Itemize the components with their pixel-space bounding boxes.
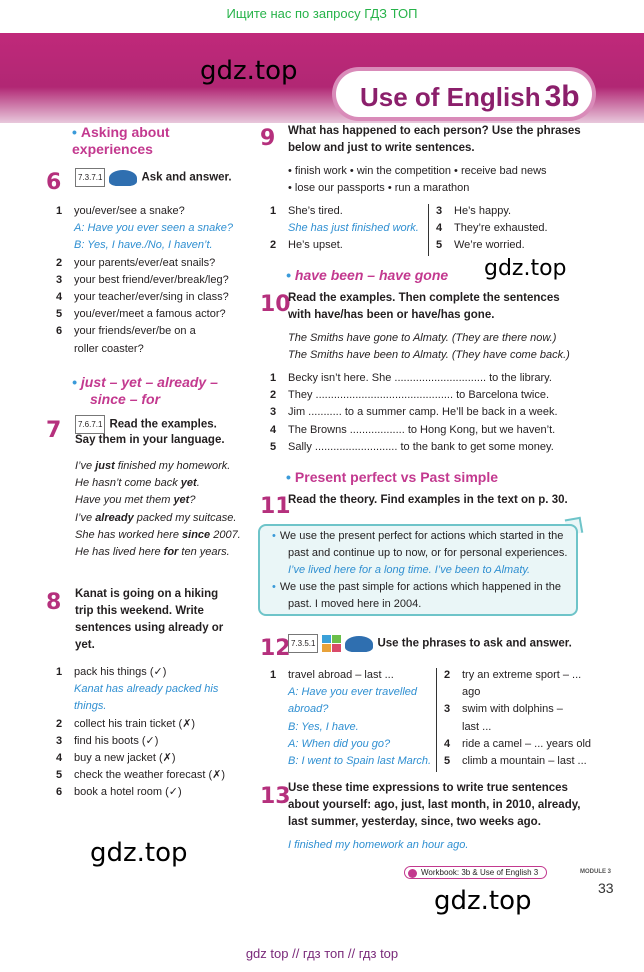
item-text: She’s tired. bbox=[288, 205, 343, 217]
exercise-12-continuation: ago bbox=[462, 686, 481, 699]
section-heading-have-been: • have been – have gone bbox=[286, 267, 449, 283]
exercise-8-instruction-line: trip this weekend. Write bbox=[75, 605, 204, 617]
item-text: swim with dolphins – bbox=[462, 703, 563, 716]
item-text: you/ever/meet a famous actor? bbox=[74, 308, 226, 321]
text: I’ve bbox=[75, 511, 96, 524]
theory-line-4: • We use the past simple for actions which happened in the bbox=[272, 581, 561, 593]
exercise-12-item bbox=[444, 753, 587, 770]
exercise-6-item bbox=[56, 203, 185, 220]
item-number: 3 bbox=[270, 406, 277, 419]
text: I’ve bbox=[75, 460, 96, 472]
exercise-10-item bbox=[270, 370, 552, 387]
exercise-number-13: 13 bbox=[260, 784, 291, 809]
bottom-links[interactable]: gdz top // гдз топ // гдз top bbox=[245, 946, 399, 961]
exercise-7-example bbox=[75, 492, 195, 509]
exercise-13-instruction-2: about yourself: ago, just, last month, in 2010, already, bbox=[288, 799, 581, 811]
item-number: 3 bbox=[444, 703, 451, 716]
item-number: 6 bbox=[56, 786, 63, 799]
bullet-icon: • bbox=[72, 374, 77, 390]
icon-square bbox=[332, 635, 341, 643]
exercise-12-item bbox=[270, 667, 394, 684]
exercise-6-item bbox=[56, 255, 215, 272]
text: He hasn’t come back bbox=[75, 477, 181, 490]
exercise-8-item bbox=[56, 784, 182, 801]
item-number: 4 bbox=[56, 291, 63, 303]
column-divider bbox=[436, 668, 437, 772]
theory-line-3: I’ve lived here for a long time. I’ve been to Almaty. bbox=[288, 564, 531, 576]
section-heading-just-yet: • just – yet – already – bbox=[72, 374, 218, 390]
text: He has lived here bbox=[75, 546, 164, 558]
exercise-6-item bbox=[56, 289, 229, 306]
exercise-10-item bbox=[270, 404, 558, 421]
text: 2007. bbox=[210, 528, 241, 541]
exercise-number-8: 8 bbox=[46, 590, 62, 615]
text: ten years. bbox=[178, 546, 230, 558]
exercise-6-answer: B: Yes, I have./No, I haven’t. bbox=[74, 239, 213, 252]
text: Have you met them bbox=[75, 494, 174, 507]
icon-square bbox=[322, 635, 331, 643]
exercise-12-answer: B: Yes, I have. bbox=[288, 720, 359, 733]
exercise-10-item bbox=[270, 422, 555, 439]
watermark: gdz.top bbox=[200, 56, 298, 86]
exercise-10-instruction-1: Read the examples. Then complete the sentences bbox=[288, 292, 560, 304]
item-number: 5 bbox=[436, 239, 443, 251]
text: . bbox=[196, 477, 200, 490]
keyword: since bbox=[182, 528, 211, 541]
item-text: He’s happy. bbox=[454, 205, 512, 217]
exercise-12-answer: A: Have you ever travelled bbox=[288, 686, 418, 699]
page-title bbox=[360, 80, 580, 114]
section-heading-asking: • Asking about experiences bbox=[72, 124, 170, 157]
exercise-9-phrases-2: • lose our passports • run a marathon bbox=[288, 182, 470, 194]
exercise-8-answer: Kanat has already packed his bbox=[74, 683, 219, 696]
keyword: for bbox=[163, 546, 179, 558]
top-banner[interactable]: Ищите нас по запросу ГДЗ ТОП bbox=[226, 6, 418, 21]
theory-line-1: • We use the present perfect for actions which started in the bbox=[272, 530, 564, 542]
exercise-8-item bbox=[56, 716, 195, 733]
exercise-9-item bbox=[436, 203, 511, 220]
item-text: pack his things (✓) bbox=[74, 666, 167, 678]
item-text: climb a mountain – last ... bbox=[462, 755, 587, 767]
exercise-6-answer: A: Have you ever seen a snake? bbox=[74, 222, 233, 235]
theory-line-5: past. I moved here in 2004. bbox=[288, 598, 422, 610]
watermark: gdz.top bbox=[434, 886, 532, 916]
item-text: try an extreme sport – ... bbox=[462, 669, 582, 681]
item-number: 5 bbox=[56, 308, 63, 321]
item-number: 3 bbox=[56, 734, 63, 747]
exercise-7-example bbox=[75, 458, 230, 475]
icon-square bbox=[332, 644, 341, 652]
exercise-number-12: 12 bbox=[260, 636, 291, 661]
item-number: 1 bbox=[270, 205, 277, 217]
item-number: 1 bbox=[270, 669, 277, 681]
item-text: travel abroad – last ... bbox=[288, 669, 394, 681]
item-number: 4 bbox=[56, 752, 63, 764]
exercise-11-instruction: Read the theory. Find examples in the text on p. 30. bbox=[288, 494, 568, 506]
title-text: Use of English bbox=[360, 82, 541, 112]
exercise-10-example-2: The Smiths have been to Almaty. (They have come back.) bbox=[288, 349, 570, 361]
exercise-10-example-1: The Smiths have gone to Almaty. (They are there now.) bbox=[288, 332, 557, 344]
item-text: Becky isn’t here. She .............................. to the library. bbox=[288, 372, 552, 384]
section-heading-since-for: since – for bbox=[90, 391, 161, 407]
item-text: check the weather forecast (✗) bbox=[74, 769, 226, 782]
exercise-9-item bbox=[270, 237, 343, 254]
exercise-9-item bbox=[436, 237, 525, 254]
exercise-12-item bbox=[444, 701, 563, 718]
exercise-12-instruction: 7.3.5.1 Use the phrases to ask and answer. bbox=[288, 634, 572, 653]
exercise-6-item bbox=[56, 323, 196, 340]
page-header bbox=[0, 33, 644, 123]
exercise-9-instruction-1: What has happened to each person? Use the phrases bbox=[288, 125, 581, 137]
item-number: 5 bbox=[444, 755, 451, 767]
exercise-8-item bbox=[56, 733, 158, 750]
item-number: 4 bbox=[270, 423, 277, 436]
watermark: gdz.top bbox=[484, 256, 567, 281]
exercise-8-instruction-line: yet. bbox=[75, 639, 95, 651]
exercise-7-instruction-1: 7.6.7.1 Read the examples. bbox=[75, 415, 217, 434]
keyword: yet bbox=[173, 494, 190, 507]
section-heading-present-perfect: • Present perfect vs Past simple bbox=[286, 469, 499, 485]
item-number: 3 bbox=[56, 273, 63, 286]
icon-square bbox=[322, 644, 331, 652]
item-number: 1 bbox=[56, 666, 63, 678]
item-text: you/ever/see a snake? bbox=[74, 205, 185, 217]
exercise-7-instruction-2: Say them in your language. bbox=[75, 434, 225, 446]
exercise-8-item bbox=[56, 767, 225, 784]
curriculum-code: 7.3.5.1 bbox=[288, 634, 318, 653]
exercise-13-instruction-1: Use these time expressions to write true sentences bbox=[288, 782, 568, 794]
watermark: gdz.top bbox=[90, 838, 188, 868]
item-text: book a hotel room (✓) bbox=[74, 786, 182, 799]
item-text: They ............................................. to Barcelona twice. bbox=[288, 389, 550, 402]
exercise-6-item bbox=[56, 272, 229, 289]
bullet-icon: • bbox=[286, 469, 291, 485]
exercise-7-example bbox=[75, 527, 241, 544]
exercise-number-7: 7 bbox=[46, 418, 62, 443]
keyword: just bbox=[95, 460, 115, 472]
bullet-icon: • bbox=[272, 581, 276, 593]
exercise-6-item bbox=[56, 306, 226, 323]
item-number: 2 bbox=[444, 669, 451, 681]
exercise-12-item bbox=[444, 667, 581, 684]
activity-icons bbox=[322, 635, 341, 652]
exercise-13-example: I finished my homework an hour ago. bbox=[288, 839, 469, 851]
arrow-icon bbox=[408, 869, 417, 878]
item-number: 5 bbox=[270, 440, 277, 453]
exercise-9-instruction-2: below and just to write sentences. bbox=[288, 142, 475, 154]
item-number: 1 bbox=[56, 205, 63, 217]
exercise-6-continuation: roller coaster? bbox=[74, 342, 144, 355]
item-text: He’s upset. bbox=[288, 239, 343, 251]
text: finished my homework. bbox=[114, 460, 231, 472]
workbook-reference[interactable]: Workbook: 3b & Use of English 3 bbox=[404, 866, 547, 879]
item-text: Jim ........... to a summer camp. He’ll be back in a week. bbox=[288, 406, 558, 419]
keyword: already bbox=[95, 511, 134, 524]
exercise-12-continuation: last ... bbox=[462, 720, 492, 733]
exercise-12-item bbox=[444, 736, 591, 753]
exercise-10-item bbox=[270, 387, 549, 404]
curriculum-code: 7.3.7.1 bbox=[75, 168, 105, 187]
exercise-7-example bbox=[75, 475, 200, 492]
item-number: 4 bbox=[436, 222, 443, 234]
exercise-9-item bbox=[436, 220, 548, 237]
item-text: ride a camel – ... years old bbox=[462, 737, 592, 750]
exercise-8-item bbox=[56, 664, 166, 681]
item-text: We’re worried. bbox=[454, 239, 525, 251]
exercise-number-9: 9 bbox=[260, 126, 276, 151]
page-number: 33 bbox=[598, 880, 614, 896]
exercise-10-item bbox=[270, 439, 554, 456]
module-label: MODULE 3 bbox=[580, 869, 612, 875]
column-divider bbox=[428, 204, 429, 256]
text: ? bbox=[189, 494, 196, 507]
item-number: 6 bbox=[56, 325, 63, 338]
title-number: 3b bbox=[544, 80, 580, 113]
exercise-10-instruction-2: with have/has been or have/has gone. bbox=[288, 309, 495, 321]
exercise-8-instruction-line: Kanat is going on a hiking bbox=[75, 588, 219, 600]
item-text: find his boots (✓) bbox=[74, 734, 159, 747]
exercise-8-answer: things. bbox=[74, 700, 107, 713]
exercise-12-answer: A: When did you go? bbox=[288, 737, 391, 750]
item-text: Sally ........................... to the bank to get some money. bbox=[288, 440, 554, 453]
exercise-9-answer: She has just finished work. bbox=[288, 222, 419, 234]
item-number: 2 bbox=[270, 389, 277, 402]
text: She has worked here bbox=[75, 528, 183, 541]
item-text: your friends/ever/be on a bbox=[74, 325, 196, 338]
exercise-8-item bbox=[56, 750, 176, 767]
item-text: collect his train ticket (✗) bbox=[74, 717, 196, 730]
item-text: your best friend/ever/break/leg? bbox=[74, 273, 229, 286]
exercise-12-answer: B: I went to Spain last March. bbox=[288, 755, 432, 767]
globe-icon bbox=[345, 636, 373, 652]
exercise-9-item bbox=[270, 203, 343, 220]
bullet-icon: • bbox=[272, 530, 276, 542]
item-text: They’re exhausted. bbox=[454, 222, 548, 234]
item-number: 2 bbox=[270, 239, 277, 251]
item-number: 4 bbox=[444, 737, 451, 750]
text: packed my suitcase. bbox=[133, 511, 237, 524]
exercise-7-example bbox=[75, 510, 236, 527]
exercise-number-10: 10 bbox=[260, 292, 291, 317]
item-number: 3 bbox=[436, 205, 443, 217]
bullet-icon: • bbox=[286, 267, 291, 283]
item-text: buy a new jacket (✗) bbox=[74, 752, 176, 764]
item-number: 1 bbox=[270, 372, 277, 384]
exercise-7-example bbox=[75, 544, 230, 561]
exercise-number-11: 11 bbox=[260, 494, 291, 519]
curriculum-code: 7.6.7.1 bbox=[75, 415, 105, 434]
exercise-8-instruction-line: sentences using already or bbox=[75, 622, 224, 634]
exercise-number-6: 6 bbox=[46, 170, 62, 195]
item-text: your teacher/ever/sing in class? bbox=[74, 291, 229, 303]
keyword: yet bbox=[180, 477, 197, 490]
item-text: The Browns .................. to Hong Kong, but we haven’t. bbox=[288, 423, 556, 436]
item-number: 2 bbox=[56, 256, 63, 269]
theory-line-2: past and continue up to now, or for personal experiences. bbox=[288, 547, 568, 559]
item-number: 2 bbox=[56, 717, 63, 730]
exercise-6-instruction: 7.3.7.1 Ask and answer. bbox=[75, 168, 232, 187]
bullet-icon: • bbox=[72, 124, 77, 140]
item-number: 5 bbox=[56, 769, 63, 782]
item-text: your parents/ever/eat snails? bbox=[74, 256, 216, 269]
exercise-12-answer: abroad? bbox=[288, 703, 329, 716]
exercise-13-instruction-3: last summer, yesterday, since, two weeks ago. bbox=[288, 816, 541, 828]
exercise-9-phrases-1: • finish work • win the competition • receive bad news bbox=[288, 165, 547, 177]
globe-icon bbox=[109, 170, 137, 186]
